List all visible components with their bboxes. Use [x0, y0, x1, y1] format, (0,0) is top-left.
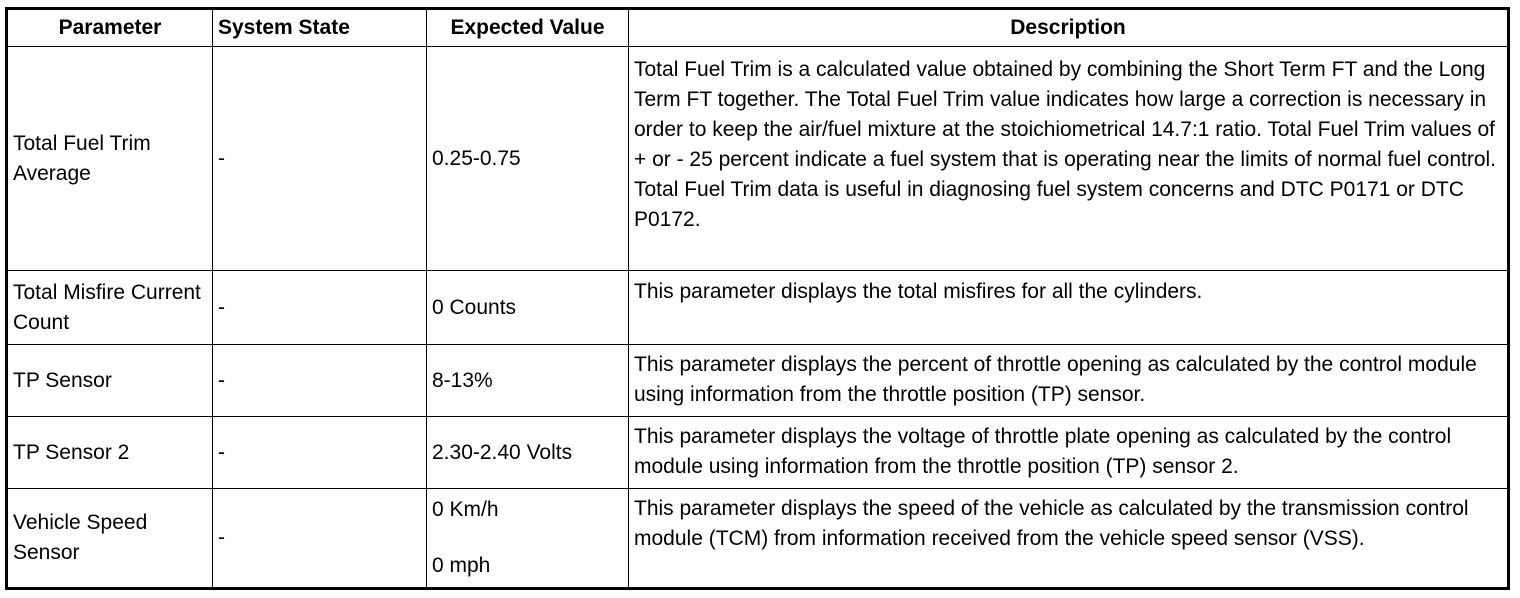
header-description: Description [629, 9, 1509, 47]
system-state-cell: - [213, 47, 427, 271]
table-row [7, 345, 1509, 417]
parameter-cell: Vehicle Speed Sensor [7, 489, 213, 589]
table-row [7, 271, 1509, 345]
table-header-row [7, 9, 1509, 47]
system-state-cell: - [213, 345, 427, 417]
parameter-table-container [5, 7, 1507, 590]
expected-value-cell: 2.30-2.40 Volts [427, 417, 629, 489]
parameter-table [5, 7, 1510, 590]
description-cell: Total Fuel Trim is a calculated value obtained by combining the Short Term FT and the Long Term FT together. The Total Fuel Trim value indicates how large a correction is necessary in order to keep the air/fuel mixture at the stoichiometrical 14.7:1 ratio. Total Fuel Trim values of + or - 25 percent indicate a fuel system that is operating near the limits of normal fuel control. Total Fuel Trim data is useful in diagnosing fuel system concerns and DTC P0171 or DTC P0172. [629, 47, 1509, 271]
expected-value-cell: 0.25-0.75 [427, 47, 629, 271]
header-expected-value: Expected Value [427, 9, 629, 47]
description-cell: This parameter displays the voltage of throttle plate opening as calculated by the control module using information from the throttle position (TP) sensor 2. [629, 417, 1509, 489]
expected-value-kmh: 0 Km/h [432, 498, 499, 521]
description-cell: This parameter displays the total misfires for all the cylinders. [629, 271, 1509, 345]
expected-value-cell [427, 489, 629, 589]
system-state-cell: - [213, 271, 427, 345]
table-row [7, 417, 1509, 489]
parameter-cell: Total Misfire Current Count [7, 271, 213, 345]
table-row [7, 489, 1509, 589]
parameter-cell: TP Sensor [7, 345, 213, 417]
expected-value-mph: 0 mph [432, 554, 491, 577]
description-cell: This parameter displays the speed of the vehicle as calculated by the transmission control module (TCM) from information received from the vehicle speed sensor (VSS). [629, 489, 1509, 589]
description-cell: This parameter displays the percent of throttle opening as calculated by the control module using information from the throttle position (TP) sensor. [629, 345, 1509, 417]
table-row [7, 47, 1509, 271]
system-state-cell: - [213, 489, 427, 589]
parameter-cell: TP Sensor 2 [7, 417, 213, 489]
expected-value-cell: 0 Counts [427, 271, 629, 345]
expected-value-cell: 8-13% [427, 345, 629, 417]
parameter-cell: Total Fuel Trim Average [7, 47, 213, 271]
system-state-cell: - [213, 417, 427, 489]
header-parameter: Parameter [7, 9, 213, 47]
header-system-state: System State [213, 9, 427, 47]
